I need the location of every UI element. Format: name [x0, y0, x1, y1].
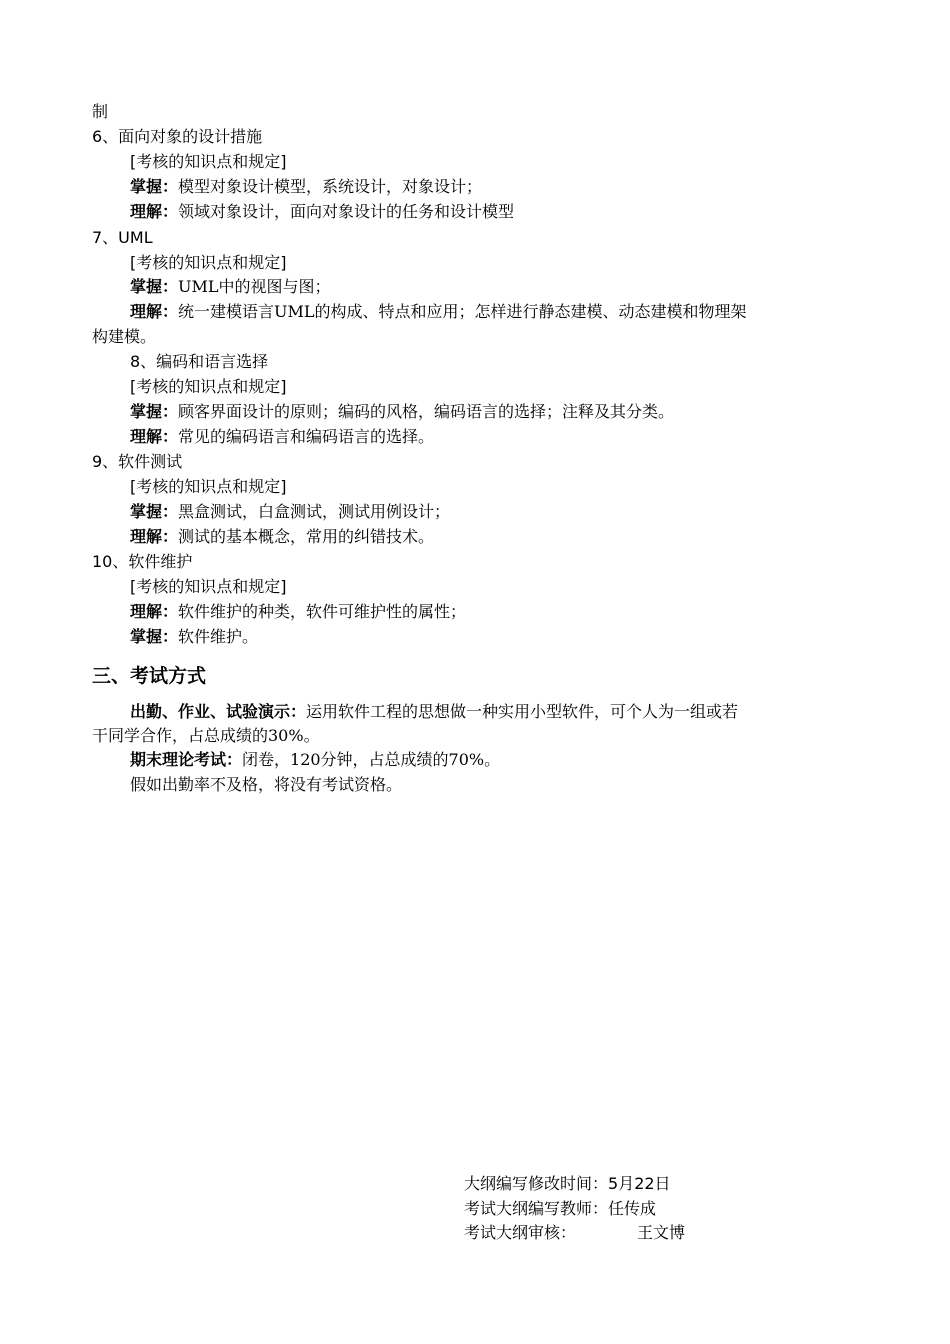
section-10-understand	[130, 600, 466, 624]
footer-teacher-label: 考试大纲编写教师：	[464, 1199, 609, 1218]
understand-text: 统一建模语言UML的构成、特点和应用；怎样进行静态建模、动态建模和物理架	[178, 302, 747, 321]
master-label: 掌握：	[130, 277, 179, 296]
continuation-text: 制	[92, 102, 109, 121]
master-text: 顾客界面设计的原则；编码的风格，编码语言的选择；注释及其分类。	[178, 402, 675, 421]
exam-attendance-text: 运用软件工程的思想做一种实用小型软件，可个人为一组或若	[306, 702, 739, 721]
exam-paragraph-1	[130, 700, 738, 724]
footer-review-line	[464, 1221, 576, 1245]
section-7-understand-continued: 构建模。	[92, 327, 157, 346]
footer-revise-value: 5月22日	[608, 1174, 671, 1193]
exam-paragraph-2	[130, 748, 500, 772]
exam-attendance-label: 出勤、作业、试验演示：	[130, 702, 307, 721]
exam-final-label: 期末理论考试：	[130, 750, 243, 769]
section-9-heading: 9、软件测试	[92, 452, 183, 471]
section-10-heading: 10、软件维护	[92, 552, 193, 571]
section-8-requirements: [考核的知识点和规定]	[130, 377, 287, 396]
section-6-heading: 6、面向对象的设计措施	[92, 127, 263, 146]
footer-review-label: 考试大纲审核：	[464, 1223, 577, 1242]
understand-label: 理解：	[130, 202, 179, 221]
master-text: 模型对象设计模型，系统设计，对象设计；	[178, 177, 483, 196]
master-text: 黑盒测试，白盒测试，测试用例设计；	[178, 502, 451, 521]
understand-text: 常见的编码语言和编码语言的选择。	[178, 427, 435, 446]
section-10-master	[130, 625, 258, 649]
exam-paragraph-3: 假如出勤率不及格，将没有考试资格。	[130, 775, 403, 794]
exam-paragraph-1-continued: 干同学合作，占总成绩的30%。	[92, 726, 320, 745]
section-9-requirements: [考核的知识点和规定]	[130, 477, 287, 496]
section-8-master	[130, 400, 674, 424]
footer-teacher-line	[464, 1197, 656, 1221]
section-7-master	[130, 275, 331, 299]
master-text: UML中的视图与图；	[178, 277, 331, 296]
section-10-requirements: [考核的知识点和规定]	[130, 577, 287, 596]
understand-label: 理解：	[130, 527, 179, 546]
understand-label: 理解：	[130, 427, 179, 446]
section-9-understand	[130, 525, 434, 549]
section-7-understand	[130, 300, 747, 324]
master-label: 掌握：	[130, 502, 179, 521]
exam-section-title: 三、考试方式	[92, 665, 207, 687]
section-6-requirements: [考核的知识点和规定]	[130, 152, 287, 171]
understand-text: 软件维护的种类，软件可维护性的属性；	[178, 602, 467, 621]
footer-revise-line	[464, 1172, 671, 1196]
section-6-master	[130, 175, 482, 199]
footer-revise-label: 大纲编写修改时间：	[464, 1174, 609, 1193]
section-8-understand	[130, 425, 434, 449]
section-9-master	[130, 500, 450, 524]
master-text: 软件维护。	[178, 627, 259, 646]
master-label: 掌握：	[130, 627, 179, 646]
master-label: 掌握：	[130, 402, 179, 421]
exam-final-text: 闭卷，120分钟，占总成绩的70%。	[242, 750, 501, 769]
footer-review-value: 王文博	[637, 1223, 686, 1242]
understand-label: 理解：	[130, 602, 179, 621]
section-7-heading: 7、UML	[92, 228, 153, 247]
understand-text: 测试的基本概念，常用的纠错技术。	[178, 527, 435, 546]
footer-teacher-value: 任传成	[608, 1199, 657, 1218]
understand-text: 领域对象设计，面向对象设计的任务和设计模型	[178, 202, 515, 221]
section-8-heading: 8、编码和语言选择	[130, 352, 269, 371]
section-6-understand	[130, 200, 514, 224]
understand-label: 理解：	[130, 302, 179, 321]
section-7-requirements: [考核的知识点和规定]	[130, 253, 287, 272]
master-label: 掌握：	[130, 177, 179, 196]
